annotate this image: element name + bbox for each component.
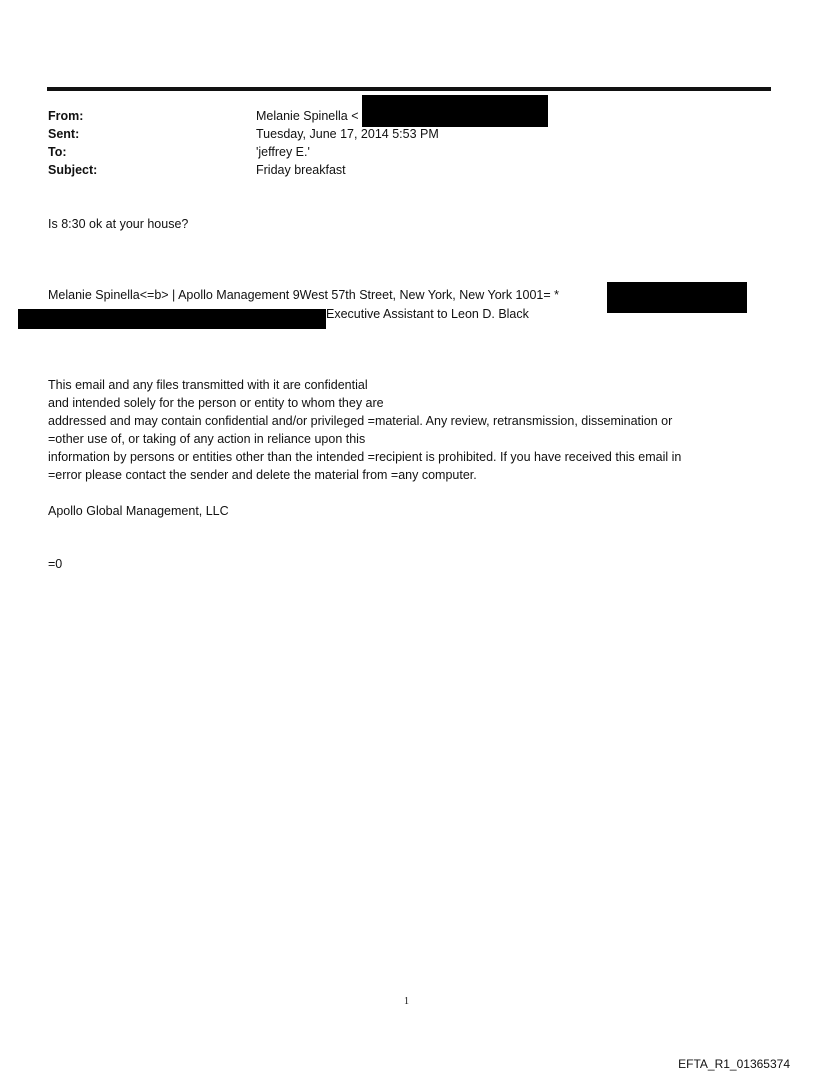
header-rule	[47, 87, 771, 91]
signature-line-2: Executive Assistant to Leon D. Black	[326, 307, 529, 321]
sent-value: Tuesday, June 17, 2014 5:53 PM	[256, 127, 439, 141]
disclaimer-line: =other use of, or taking of any action in reliance upon this	[48, 432, 366, 446]
disclaimer-line: This email and any files transmitted with it are confidential	[48, 378, 368, 392]
subject-value: Friday breakfast	[256, 163, 346, 177]
trailer-text: =0	[48, 557, 63, 571]
disclaimer-line: =error please contact the sender and delete the material from =any computer.	[48, 468, 477, 482]
company-name: Apollo Global Management, LLC	[48, 504, 229, 518]
to-value: 'jeffrey E.'	[256, 145, 310, 159]
redaction-box	[18, 309, 326, 329]
signature-line-1: Melanie Spinella<=b> | Apollo Management 9West 57th Street, New York, New York 1001= *	[48, 288, 559, 302]
subject-label: Subject:	[48, 163, 98, 177]
page-number: 1	[404, 996, 409, 1007]
document-id: EFTA_R1_01365374	[678, 1057, 790, 1071]
disclaimer-line: and intended solely for the person or entity to whom they are	[48, 396, 384, 410]
from-value: Melanie Spinella <	[256, 109, 359, 123]
sent-label: Sent:	[48, 127, 80, 141]
disclaimer-line: information by persons or entities other than the intended =recipient is prohibited. If you have received this email in	[48, 450, 682, 464]
to-label: To:	[48, 145, 67, 159]
redaction-box	[607, 282, 747, 313]
message-text: Is 8:30 ok at your house?	[48, 217, 189, 231]
from-label: From:	[48, 109, 84, 123]
disclaimer-line: addressed and may contain confidential and/or privileged =material. Any review, retransmission, dissemination or	[48, 414, 673, 428]
redaction-box	[362, 95, 548, 127]
